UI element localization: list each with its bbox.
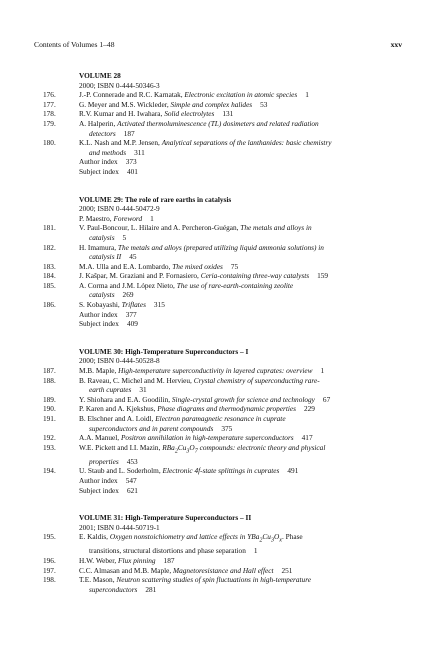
page-ref: 269 (122, 290, 134, 300)
author-text: Author index (79, 309, 118, 319)
title-text: catalysis II (89, 252, 122, 262)
title-text: Electronic 4f-state splittings in cuprates (162, 466, 280, 476)
chapter-entry (34, 281, 402, 300)
index-line (34, 319, 402, 329)
chapter-line (79, 575, 402, 585)
author-text: C.C. Almasan and M.B. Maple, (79, 565, 174, 575)
chapter-number: 188. (43, 375, 56, 385)
chapter-line (79, 281, 402, 291)
chapter-number: 181. (43, 223, 56, 233)
title-text: compounds: electronic theory and physical (197, 442, 326, 452)
chapter-number: 177. (43, 99, 56, 109)
chapter-body (79, 376, 402, 395)
volume-block (34, 195, 402, 329)
page-ref: 187 (163, 556, 175, 566)
title-text: Phase diagrams and thermodynamic properties (157, 404, 296, 414)
volume-block (34, 513, 402, 594)
chapter-entry (34, 262, 402, 272)
author-text: M.A. Ulla and E.A. Lombardo, (79, 261, 173, 271)
author-text: W.E. Pickett and I.I. Mazin, (79, 442, 163, 452)
title-text: Electron paramagnetic resonance in cuprate (155, 414, 286, 423)
chapter-body (79, 109, 402, 119)
page-ref: 5 (122, 232, 127, 242)
chapter-number: 198. (43, 575, 56, 585)
page-ref: 547 (125, 476, 137, 486)
page-ref: 453 (126, 456, 138, 466)
chapter-line (79, 546, 402, 556)
chapter-number: 196. (43, 556, 56, 566)
title-text: superconductors and in parent compounds (89, 423, 214, 433)
author-text: Author index (79, 476, 118, 486)
foreword-line (34, 214, 402, 224)
index-line (34, 167, 402, 177)
page-ref: 281 (145, 584, 157, 594)
chapter-entry (34, 243, 402, 262)
chapter-number: 178. (43, 109, 56, 119)
chapter-body (79, 271, 402, 281)
author-text: M.B. Maple, (79, 366, 119, 376)
page-ref: 373 (125, 157, 137, 167)
volume-isbn: 2000; ISBN 0-444-50472-9 (79, 204, 160, 214)
page-ref: 1 (320, 366, 325, 376)
title-text: Neutron scattering studies of spin fluctuations in high-temperature (116, 575, 311, 585)
page-ref: 315 (153, 300, 165, 310)
title-text: superconductors (89, 584, 138, 594)
page-ref: 229 (304, 404, 315, 414)
author-text: A. Halperin, (79, 118, 118, 128)
chapter-entry (34, 271, 402, 281)
title-text: High-temperature superconductivity in layered cuprates: overview (118, 366, 313, 376)
chapter-line (79, 585, 402, 595)
chapter-number: 185. (43, 280, 56, 290)
chapter-line (79, 532, 402, 546)
chapter-number: 183. (43, 261, 56, 271)
author-text: B. Elschner and A. Loidl, (79, 414, 156, 423)
chapter-line (79, 433, 402, 443)
volume-title: VOLUME 31: High-Temperature Superconductors – II (79, 513, 252, 523)
chapter-body (79, 395, 402, 405)
title-text: Positron annihilation in high-temperature superconductors (120, 433, 294, 443)
chapter-entry (34, 556, 402, 566)
chapter-number: 192. (43, 433, 56, 443)
page-ref: 491 (287, 466, 299, 476)
chapter-line (79, 457, 402, 467)
volume-title: VOLUME 30: High-Temperature Superconductors – I (79, 346, 249, 356)
author-text: T.E. Mason, (79, 575, 117, 585)
chapter-number: 190. (43, 404, 56, 414)
index-line (34, 486, 402, 496)
volume-block (34, 347, 402, 495)
chapter-number: 189. (43, 394, 56, 404)
chapter-line (79, 129, 402, 139)
title-text: Electronic excitation in atomic species (184, 90, 298, 100)
page-ref: 377 (125, 309, 137, 319)
chapter-number: 191. (43, 414, 56, 423)
author-text: . Phase (281, 532, 303, 542)
subscript: 3 (270, 537, 274, 544)
page-header (34, 40, 402, 50)
author-text: A.A. Manuel, (79, 433, 121, 443)
chapter-entry (34, 100, 402, 110)
chapter-line (79, 223, 402, 233)
chapter-entry (34, 466, 402, 476)
page-ref: 31 (139, 385, 147, 395)
author-text: H.W. Weber, (79, 556, 119, 566)
chapter-line (79, 376, 402, 386)
title-text: O (273, 532, 280, 542)
page-ref: 159 (317, 271, 329, 281)
chapter-line (79, 233, 402, 243)
chapter-entry (34, 109, 402, 119)
author-text: U. Staub and L. Soderholm, (79, 466, 163, 476)
author-text: Author index (79, 157, 118, 167)
chapter-entry (34, 443, 402, 467)
chapter-body (79, 443, 402, 467)
chapter-number: 195. (43, 532, 56, 542)
volume-isbn: 2001; ISBN 0-444-50719-1 (79, 522, 160, 532)
chapter-line (79, 262, 402, 272)
chapter-line (79, 271, 402, 281)
volume-isbn: 2000; ISBN 0-444-50528-8 (79, 356, 160, 366)
chapter-body (79, 119, 402, 138)
chapter-line (79, 290, 402, 300)
chapter-line (79, 90, 402, 100)
chapter-number: 187. (43, 366, 56, 376)
chapter-entry (34, 376, 402, 395)
title-text: The mixed oxides (172, 261, 223, 271)
page-ref: 621 (126, 485, 138, 495)
title-text: Crystal chemistry of superconducting rare- (193, 375, 320, 385)
volume-list (34, 71, 402, 612)
chapter-body (79, 556, 402, 566)
author-text: G. Meyer and M.S. Wickleder, (79, 99, 171, 109)
author-text: R.V. Kumar and H. Iwahara, (79, 109, 165, 119)
chapter-body (79, 466, 402, 476)
page-ref: 401 (126, 166, 138, 176)
title-text: and methods (89, 147, 127, 157)
chapter-line (79, 404, 402, 414)
title-text: The use of rare-earth-containing zeolite (176, 280, 294, 290)
chapter-line (79, 138, 402, 148)
chapter-number: 179. (43, 118, 56, 128)
title-text: Magnetoresistance and Hall effect (173, 565, 274, 575)
chapter-number: 184. (43, 271, 56, 281)
chapter-entry (34, 138, 402, 157)
page-ref: 53 (260, 99, 268, 109)
chapter-line (79, 243, 402, 253)
subscript: 7 (194, 448, 198, 455)
chapter-body (79, 433, 402, 443)
title-text: earth cuprates (89, 385, 132, 395)
title-text: The metals and alloys in (240, 223, 312, 233)
chapter-line (79, 414, 402, 424)
page-ref: 187 (123, 128, 135, 138)
title-text: Cu (177, 442, 187, 452)
chapter-body (79, 281, 402, 300)
author-text: Y. Shiohara and E.A. Goodilin, (79, 394, 172, 404)
chapter-entry (34, 366, 402, 376)
subscript: 2 (174, 448, 178, 455)
chapter-body (79, 414, 402, 433)
chapter-line (79, 119, 402, 129)
author-text: B. Raveau, C. Michel and M. Hervieu, (79, 375, 194, 385)
chapter-line (79, 466, 402, 476)
volume-block (34, 71, 402, 177)
title-text: Single-crystal growth for science and technology (171, 394, 315, 404)
chapter-entry (34, 90, 402, 100)
page-ref: 1 (150, 213, 154, 223)
chapter-entry (34, 395, 402, 405)
title-text: Solid electrolytes (164, 109, 215, 119)
chapter-body (79, 300, 402, 310)
chapter-line (79, 366, 402, 376)
chapter-body (79, 243, 402, 262)
author-text: H. Imamura, (79, 242, 118, 252)
chapter-number: 197. (43, 565, 56, 575)
page-number: xxv (390, 40, 402, 49)
chapter-line (79, 443, 402, 457)
author-text: E. Kaldis, (79, 532, 110, 542)
page-ref: 375 (221, 423, 233, 433)
title-text: Triflates (121, 300, 146, 310)
author-text: P. Maestro, (79, 213, 114, 223)
chapter-body (79, 404, 402, 414)
chapter-line (79, 395, 402, 405)
chapter-line (79, 300, 402, 310)
chapter-entry (34, 414, 402, 433)
title-text: The metals and alloys (prepared utilizing liquid ammonia solutions) in (117, 242, 324, 252)
title-text: O (189, 442, 195, 452)
chapter-number: 193. (43, 442, 56, 452)
chapter-entry (34, 119, 402, 138)
title-text: properties (89, 456, 119, 466)
subscript: x (279, 537, 282, 544)
chapter-entry (34, 404, 402, 414)
chapter-entry (34, 433, 402, 443)
chapter-number: 194. (43, 466, 56, 476)
title-text: RBa (162, 442, 175, 452)
author-text: K.L. Nash and M.P. Jensen, (79, 138, 162, 148)
chapter-number: 176. (43, 90, 56, 100)
running-title: Contents of Volumes 1–48 (34, 40, 115, 49)
author-text: transitions, structural distortions and phase separation (89, 546, 246, 556)
index-line (34, 310, 402, 320)
chapter-number: 180. (43, 138, 56, 148)
author-text: J. Kašpar, M. Graziani and P. Fornasiero, (79, 271, 201, 281)
chapter-entry (34, 566, 402, 576)
chapter-line (79, 100, 402, 110)
chapter-entry (34, 575, 402, 594)
chapter-body (79, 223, 402, 242)
author-text: S. Kobayashi, (79, 300, 122, 310)
page-ref: 311 (134, 147, 145, 157)
chapter-line (79, 148, 402, 158)
author-text: Subject index (79, 166, 119, 176)
chapter-line (79, 424, 402, 434)
chapter-number: 186. (43, 300, 56, 310)
chapter-body (79, 100, 402, 110)
page-ref: 75 (230, 261, 239, 271)
author-text: P. Karen and A. Kjekshus, (79, 404, 158, 414)
chapter-body (79, 262, 402, 272)
chapter-line (79, 252, 402, 262)
subscript: 2 (259, 537, 263, 544)
chapter-body (79, 532, 402, 556)
chapter-line (79, 109, 402, 119)
title-text: Cu (262, 532, 271, 542)
author-text: Subject index (79, 319, 119, 329)
page-ref: 67 (322, 394, 331, 404)
page-ref: 131 (222, 109, 234, 119)
page-ref: 409 (126, 319, 138, 329)
subscript: 3 (186, 448, 190, 455)
chapter-line (79, 556, 402, 566)
chapter-entry (34, 223, 402, 242)
chapter-entry (34, 532, 402, 556)
title-text: Analytical separations of the lanthanides: basic chemistry (161, 138, 332, 148)
author-text: Subject index (79, 485, 119, 495)
author-text: V. Paul-Boncour, L. Hilaire and A. Percheron-Guégan, (79, 223, 241, 233)
index-line (34, 157, 402, 167)
title-text: Ceria-containing three-way catalysts (200, 271, 310, 281)
chapter-entry (34, 300, 402, 310)
chapter-body (79, 138, 402, 157)
title-text: detectors (89, 128, 116, 138)
page-ref: 1 (305, 90, 309, 100)
title-text: Simple and complex halides (170, 99, 253, 109)
chapter-number: 182. (43, 242, 56, 252)
chapter-body (79, 575, 402, 594)
author-text: A. Corma and J.M. López Nieto, (79, 280, 177, 290)
title-text: catalysis (89, 232, 115, 242)
volume-title: VOLUME 29: The role of rare earths in catalysis (79, 194, 232, 204)
volume-title: VOLUME 28 (79, 71, 121, 80)
author-text: J.-P. Connerade and R.C. Karnatak, (79, 90, 185, 100)
title-text: Foreword (113, 213, 143, 223)
title-text: catalysts (89, 290, 115, 300)
index-line (34, 476, 402, 486)
page-ref: 45 (129, 252, 137, 262)
title-text: Oxygen nonstoichiometry and lattice effects in YBa (109, 532, 260, 542)
chapter-body (79, 566, 402, 576)
chapter-line (79, 566, 402, 576)
chapter-line (79, 385, 402, 395)
volume-isbn: 2000; ISBN 0-444-50346-3 (79, 80, 160, 90)
chapter-body (79, 366, 402, 376)
title-text: Flux pinning (118, 556, 156, 566)
title-text: Activated thermoluminescence (TL) dosimeters and related radiation (117, 118, 319, 128)
page-ref: 417 (301, 433, 313, 443)
chapter-body (79, 90, 402, 100)
page-ref: 251 (281, 565, 293, 575)
page-ref: 1 (253, 546, 258, 556)
